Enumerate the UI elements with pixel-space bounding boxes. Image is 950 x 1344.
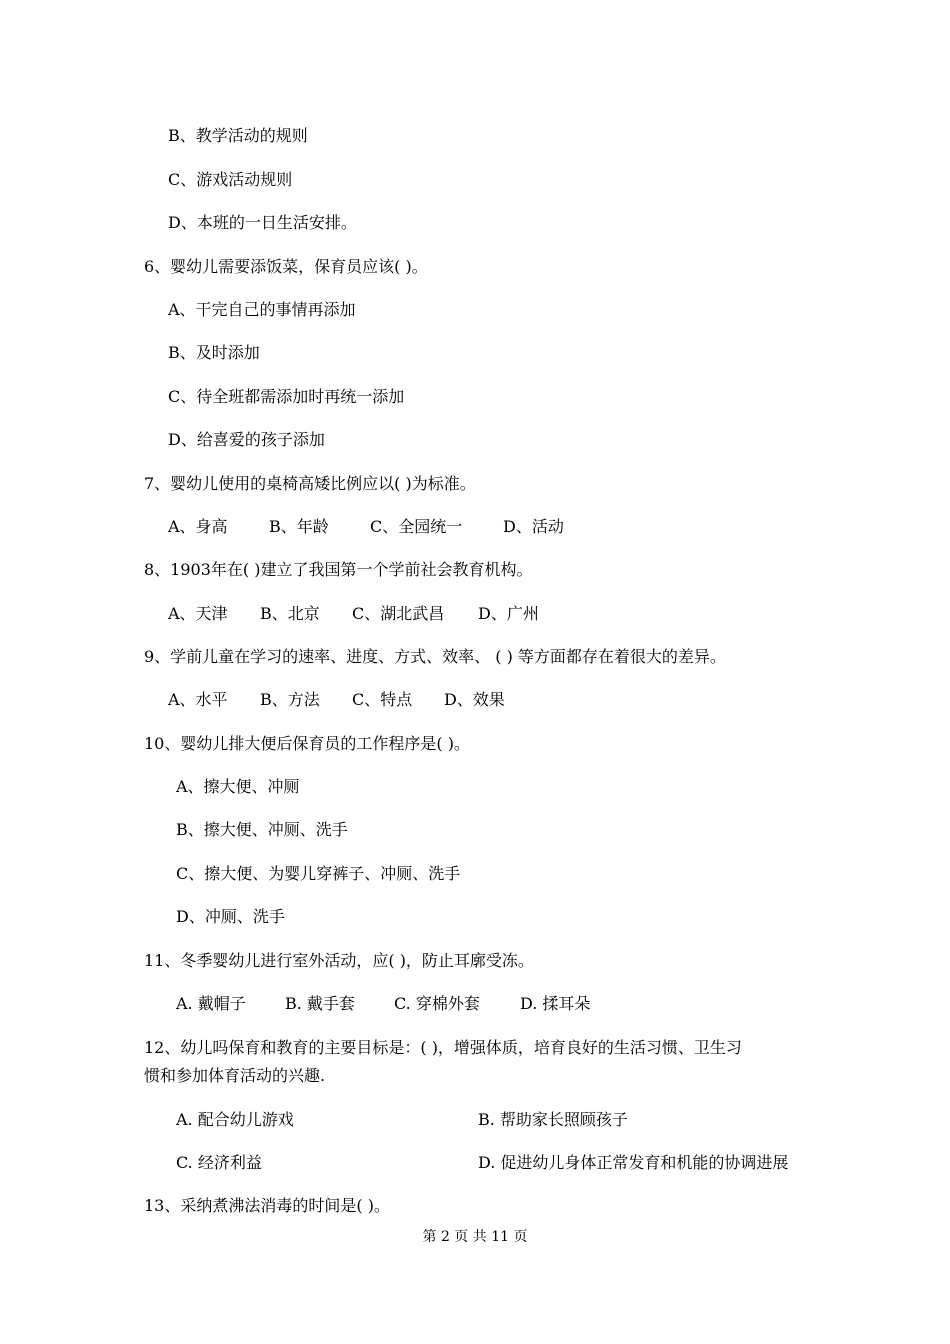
q5-option-c: C、游戏活动规则 — [168, 170, 293, 189]
q7-option-b: B、年龄 — [269, 517, 329, 536]
q10-option-d: D、冲厕、洗手 — [176, 907, 285, 926]
q12-option-a: A. 配合幼儿游戏 — [176, 1110, 294, 1129]
q11-option-b: B. 戴手套 — [285, 994, 355, 1013]
q12-option-c: C. 经济利益 — [176, 1153, 262, 1172]
q7-stem: 7、婴幼儿使用的桌椅高矮比例应以( )为标准。 — [144, 474, 476, 493]
q9-stem: 9、学前儿童在学习的速率、进度、方式、效率、 ( ) 等方面都存在着很大的差异。 — [144, 647, 726, 666]
q8-option-d: D、广州 — [478, 604, 539, 623]
q10-option-c: C、擦大便、为婴儿穿裤子、冲厕、洗手 — [176, 864, 461, 883]
q6-option-d: D、给喜爱的孩子添加 — [168, 430, 325, 449]
page-footer: 第 2 页 共 11 页 — [422, 1229, 528, 1245]
q12-option-b: B. 帮助家长照顾孩子 — [478, 1110, 628, 1129]
q9-option-d: D、效果 — [444, 690, 505, 709]
q10-option-a: A、擦大便、冲厕 — [176, 777, 300, 796]
q6-stem: 6、婴幼儿需要添饭菜，保育员应该( )。 — [144, 257, 428, 276]
q6-option-a: A、干完自己的事情再添加 — [168, 300, 356, 319]
q11-option-d: D. 揉耳朵 — [520, 994, 591, 1013]
q8-option-a: A、天津 — [168, 604, 228, 623]
q5-option-b: B、教学活动的规则 — [168, 126, 308, 145]
q9-option-b: B、方法 — [260, 690, 320, 709]
q12-option-d: D. 促进幼儿身体正常发育和机能的协调进展 — [478, 1153, 789, 1172]
q11-option-c: C. 穿棉外套 — [394, 994, 480, 1013]
q8-option-c: C、湖北武昌 — [352, 604, 445, 623]
q9-option-a: A、水平 — [168, 690, 228, 709]
q12-stem-line1: 12、幼儿吗保育和教育的主要目标是：( )，增强体质，培育良好的生活习惯、卫生习 — [144, 1038, 742, 1057]
q11-option-a: A. 戴帽子 — [176, 994, 246, 1013]
q11-stem: 11、冬季婴幼儿进行室外活动，应( )，防止耳廓受冻。 — [144, 951, 534, 970]
q10-stem: 10、婴幼儿排大便后保育员的工作程序是( )。 — [144, 734, 470, 753]
q8-option-b: B、北京 — [260, 604, 320, 623]
q6-option-c: C、待全班都需添加时再统一添加 — [168, 387, 405, 406]
q8-stem: 8、1903年在( )建立了我国第一个学前社会教育机构。 — [144, 560, 533, 579]
q12-stem-line2: 惯和参加体育活动的兴趣. — [144, 1066, 326, 1085]
q13-stem: 13、采纳煮沸法消毒的时间是( )。 — [144, 1196, 390, 1215]
q5-option-d: D、本班的一日生活安排。 — [168, 213, 357, 232]
q7-option-a: A、身高 — [168, 517, 228, 536]
q9-option-c: C、特点 — [352, 690, 413, 709]
q6-option-b: B、及时添加 — [168, 343, 260, 362]
q7-option-d: D、活动 — [503, 517, 564, 536]
q7-option-c: C、全园统一 — [370, 517, 463, 536]
q10-option-b: B、擦大便、冲厕、洗手 — [176, 820, 348, 839]
